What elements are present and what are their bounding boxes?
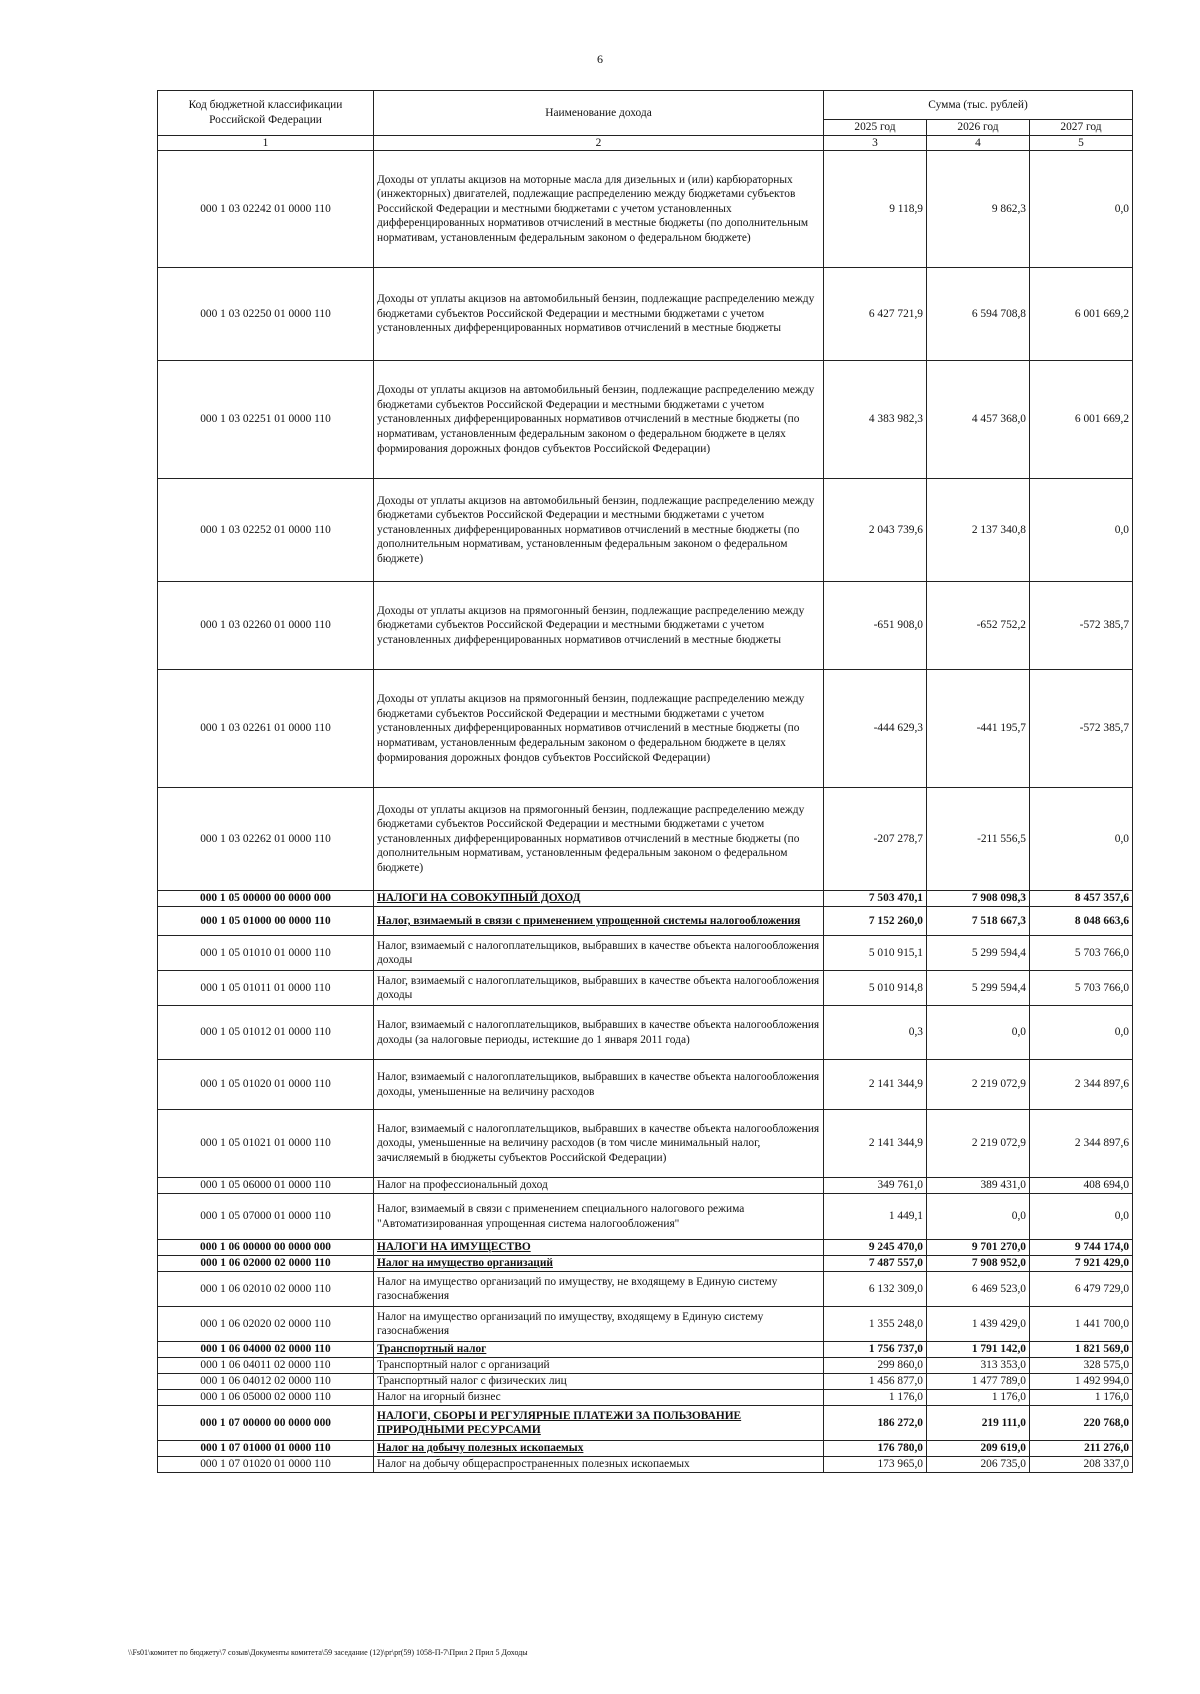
row-value-2027: 408 694,0 — [1030, 1178, 1133, 1194]
row-code: 000 1 06 05000 02 0000 110 — [158, 1390, 374, 1406]
row-value-2026: 1 477 789,0 — [927, 1374, 1030, 1390]
row-name: Доходы от уплаты акцизов на прямогонный бензин, подлежащие распределению между бюджетами субъектов Российской Федерации и местными бюджетами с учетом установленных дифференцированных нормативов отчислений в местные бюджеты (по нормативам, установленным федеральным законом о федеральном бюджете в целях формирования дорожных фондов субъектов Российской Федерации) — [374, 670, 824, 788]
table-row — [158, 788, 1133, 891]
table-row — [158, 1178, 1133, 1194]
row-code: 000 1 03 02251 01 0000 110 — [158, 361, 374, 479]
table-row — [158, 1110, 1133, 1178]
row-code: 000 1 03 02261 01 0000 110 — [158, 670, 374, 788]
row-value-2025: 2 141 344,9 — [824, 1060, 927, 1110]
row-value-2025: 6 427 721,9 — [824, 268, 927, 361]
row-name: Налог на имущество организаций — [374, 1256, 824, 1272]
row-name: Доходы от уплаты акцизов на автомобильный бензин, подлежащие распределению между бюджетами субъектов Российской Федерации и местными бюджетами с учетом установленных дифференцированных нормативов отчислений в местные бюджеты (по дополнительным нормативам, установленным федеральным законом о федеральном бюджете) — [374, 479, 824, 582]
header-code: Код бюджетной классификации Российской Федерации — [158, 91, 374, 136]
row-value-2027: 0,0 — [1030, 1194, 1133, 1240]
row-code: 000 1 05 01012 01 0000 110 — [158, 1006, 374, 1060]
row-code: 000 1 05 01011 01 0000 110 — [158, 971, 374, 1006]
row-value-2026: 313 353,0 — [927, 1358, 1030, 1374]
row-value-2026: 1 439 429,0 — [927, 1307, 1030, 1342]
col-number-5: 5 — [1030, 135, 1133, 151]
row-value-2027: 1 441 700,0 — [1030, 1307, 1133, 1342]
row-code: 000 1 07 01000 01 0000 110 — [158, 1441, 374, 1457]
header-year-2027: 2027 год — [1030, 120, 1133, 136]
row-name: НАЛОГИ НА СОВОКУПНЫЙ ДОХОД — [374, 891, 824, 907]
row-code: 000 1 07 01020 01 0000 110 — [158, 1457, 374, 1473]
table-row — [158, 936, 1133, 971]
row-code: 000 1 05 01020 01 0000 110 — [158, 1060, 374, 1110]
row-value-2027: 0,0 — [1030, 1006, 1133, 1060]
row-code: 000 1 06 04000 02 0000 110 — [158, 1342, 374, 1358]
row-value-2027: 2 344 897,6 — [1030, 1060, 1133, 1110]
row-code: 000 1 06 04011 02 0000 110 — [158, 1358, 374, 1374]
row-value-2025: 1 456 877,0 — [824, 1374, 927, 1390]
row-name: Налог, взимаемый с налогоплательщиков, выбравших в качестве объекта налогообложения доходы, уменьшенные на величину расходов (в том числе минимальный налог, зачисляемый в бюджеты субъектов Российской Федерации) — [374, 1110, 824, 1178]
table-row — [158, 1358, 1133, 1374]
row-name: Налог, взимаемый с налогоплательщиков, выбравших в качестве объекта налогообложения доходы — [374, 971, 824, 1006]
row-value-2026: 219 111,0 — [927, 1406, 1030, 1441]
row-code: 000 1 06 02010 02 0000 110 — [158, 1272, 374, 1307]
row-value-2025: 186 272,0 — [824, 1406, 927, 1441]
row-value-2026: 2 219 072,9 — [927, 1110, 1030, 1178]
row-code: 000 1 03 02250 01 0000 110 — [158, 268, 374, 361]
row-name: Доходы от уплаты акцизов на автомобильный бензин, подлежащие распределению между бюджетами субъектов Российской Федерации и местными бюджетами с учетом установленных дифференцированных нормативов отчислений в местные бюджеты (по нормативам, установленным федеральным законом о федеральном бюджете в целях формирования дорожных фондов субъектов Российской Федерации) — [374, 361, 824, 479]
row-value-2027: 0,0 — [1030, 151, 1133, 268]
table-body — [158, 151, 1133, 1473]
row-value-2025: -207 278,7 — [824, 788, 927, 891]
row-code: 000 1 05 07000 01 0000 110 — [158, 1194, 374, 1240]
row-value-2025: 0,3 — [824, 1006, 927, 1060]
row-value-2025: 4 383 982,3 — [824, 361, 927, 479]
row-value-2026: 2 137 340,8 — [927, 479, 1030, 582]
row-value-2025: 6 132 309,0 — [824, 1272, 927, 1307]
row-value-2026: 6 594 708,8 — [927, 268, 1030, 361]
row-value-2026: 5 299 594,4 — [927, 936, 1030, 971]
row-value-2026: 1 176,0 — [927, 1390, 1030, 1406]
row-value-2027: 5 703 766,0 — [1030, 936, 1133, 971]
row-value-2026: -211 556,5 — [927, 788, 1030, 891]
row-value-2027: 5 703 766,0 — [1030, 971, 1133, 1006]
row-code: 000 1 06 00000 00 0000 000 — [158, 1240, 374, 1256]
row-value-2026: 7 908 098,3 — [927, 891, 1030, 907]
table-row — [158, 1406, 1133, 1441]
table-row — [158, 1374, 1133, 1390]
row-code: 000 1 06 04012 02 0000 110 — [158, 1374, 374, 1390]
row-value-2027: 2 344 897,6 — [1030, 1110, 1133, 1178]
row-value-2026: 389 431,0 — [927, 1178, 1030, 1194]
file-path-footer: \\Fs01\комитет по бюджету\7 созыв\Документы комитета\59 заседание (12)\pr\pr(59) 1058-П-7\Прил 2 Прил 5 Доходы — [128, 1648, 528, 1657]
header-sum: Сумма (тыс. рублей) — [824, 91, 1133, 120]
row-value-2025: 7 487 557,0 — [824, 1256, 927, 1272]
page-number: 6 — [597, 52, 603, 66]
row-code: 000 1 03 02260 01 0000 110 — [158, 582, 374, 670]
row-value-2026: 2 219 072,9 — [927, 1060, 1030, 1110]
row-name: Налог, взимаемый с налогоплательщиков, выбравших в качестве объекта налогообложения доходы — [374, 936, 824, 971]
row-name: Налог, взимаемый с налогоплательщиков, выбравших в качестве объекта налогообложения доходы (за налоговые периоды, истекшие до 1 января 2011 года) — [374, 1006, 824, 1060]
row-name: Доходы от уплаты акцизов на прямогонный бензин, подлежащие распределению между бюджетами субъектов Российской Федерации и местными бюджетами с учетом установленных дифференцированных нормативов отчислений в местные бюджеты (по дополнительным нормативам, установленным федеральным законом о федеральном бюджете) — [374, 788, 824, 891]
row-value-2025: -444 629,3 — [824, 670, 927, 788]
row-code: 000 1 05 00000 00 0000 000 — [158, 891, 374, 907]
col-number-4: 4 — [927, 135, 1030, 151]
row-value-2026: 4 457 368,0 — [927, 361, 1030, 479]
row-value-2025: 1 756 737,0 — [824, 1342, 927, 1358]
row-name: Транспортный налог с организаций — [374, 1358, 824, 1374]
row-value-2027: 0,0 — [1030, 788, 1133, 891]
table-row — [158, 361, 1133, 479]
row-value-2026: -441 195,7 — [927, 670, 1030, 788]
row-code: 000 1 03 02252 01 0000 110 — [158, 479, 374, 582]
table-row — [158, 1441, 1133, 1457]
row-code: 000 1 03 02262 01 0000 110 — [158, 788, 374, 891]
row-code: 000 1 06 02000 02 0000 110 — [158, 1256, 374, 1272]
row-value-2027: 1 176,0 — [1030, 1390, 1133, 1406]
header-year-2026: 2026 год — [927, 120, 1030, 136]
row-value-2026: 206 735,0 — [927, 1457, 1030, 1473]
col-number-3: 3 — [824, 135, 927, 151]
row-value-2027: 220 768,0 — [1030, 1406, 1133, 1441]
row-name: Налог на добычу общераспространенных полезных ископаемых — [374, 1457, 824, 1473]
row-value-2025: 349 761,0 — [824, 1178, 927, 1194]
row-value-2026: -652 752,2 — [927, 582, 1030, 670]
table-row — [158, 971, 1133, 1006]
row-value-2025: 1 355 248,0 — [824, 1307, 927, 1342]
row-value-2025: 7 503 470,1 — [824, 891, 927, 907]
table-row — [158, 1256, 1133, 1272]
col-number-2: 2 — [374, 135, 824, 151]
row-value-2027: 9 744 174,0 — [1030, 1240, 1133, 1256]
row-name: НАЛОГИ НА ИМУЩЕСТВО — [374, 1240, 824, 1256]
row-value-2026: 6 469 523,0 — [927, 1272, 1030, 1307]
row-value-2026: 9 862,3 — [927, 151, 1030, 268]
row-value-2026: 209 619,0 — [927, 1441, 1030, 1457]
row-value-2027: 7 921 429,0 — [1030, 1256, 1133, 1272]
row-value-2027: 211 276,0 — [1030, 1441, 1133, 1457]
row-value-2027: 1 821 569,0 — [1030, 1342, 1133, 1358]
row-code: 000 1 03 02242 01 0000 110 — [158, 151, 374, 268]
row-value-2025: 5 010 915,1 — [824, 936, 927, 971]
row-value-2026: 0,0 — [927, 1006, 1030, 1060]
header-name: Наименование дохода — [374, 91, 824, 136]
col-number-1: 1 — [158, 135, 374, 151]
header-year-2025: 2025 год — [824, 120, 927, 136]
row-name: Налог на имущество организаций по имуществу, не входящему в Единую систему газоснабжения — [374, 1272, 824, 1307]
row-value-2026: 9 701 270,0 — [927, 1240, 1030, 1256]
row-value-2027: 1 492 994,0 — [1030, 1374, 1133, 1390]
table-row — [158, 1307, 1133, 1342]
row-name: Налог, взимаемый с налогоплательщиков, выбравших в качестве объекта налогообложения доходы, уменьшенные на величину расходов — [374, 1060, 824, 1110]
row-name: НАЛОГИ, СБОРЫ И РЕГУЛЯРНЫЕ ПЛАТЕЖИ ЗА ПОЛЬЗОВАНИЕ ПРИРОДНЫМИ РЕСУРСАМИ — [374, 1406, 824, 1441]
row-value-2025: 9 118,9 — [824, 151, 927, 268]
row-code: 000 1 06 02020 02 0000 110 — [158, 1307, 374, 1342]
row-value-2026: 1 791 142,0 — [927, 1342, 1030, 1358]
row-value-2025: 1 176,0 — [824, 1390, 927, 1406]
table-row — [158, 1240, 1133, 1256]
row-name: Налог на игорный бизнес — [374, 1390, 824, 1406]
table-row — [158, 1390, 1133, 1406]
row-code: 000 1 05 06000 01 0000 110 — [158, 1178, 374, 1194]
row-name: Доходы от уплаты акцизов на прямогонный бензин, подлежащие распределению между бюджетами субъектов Российской Федерации и местными бюджетами с учетом установленных дифференцированных нормативов отчислений в местные бюджеты — [374, 582, 824, 670]
table-row — [158, 479, 1133, 582]
row-name: Транспортный налог — [374, 1342, 824, 1358]
row-name: Налог, взимаемый в связи с применением упрощенной системы налогообложения — [374, 907, 824, 936]
row-code: 000 1 05 01000 00 0000 110 — [158, 907, 374, 936]
table-row — [158, 1342, 1133, 1358]
row-value-2025: 299 860,0 — [824, 1358, 927, 1374]
row-name: Налог на имущество организаций по имуществу, входящему в Единую систему газоснабжения — [374, 1307, 824, 1342]
row-value-2025: 2 141 344,9 — [824, 1110, 927, 1178]
row-value-2025: -651 908,0 — [824, 582, 927, 670]
table-row — [158, 151, 1133, 268]
row-value-2027: 6 001 669,2 — [1030, 268, 1133, 361]
table-row — [158, 268, 1133, 361]
row-value-2027: 0,0 — [1030, 479, 1133, 582]
row-value-2026: 7 518 667,3 — [927, 907, 1030, 936]
table-row — [158, 1457, 1133, 1473]
row-value-2027: -572 385,7 — [1030, 582, 1133, 670]
row-value-2025: 5 010 914,8 — [824, 971, 927, 1006]
row-name: Доходы от уплаты акцизов на автомобильный бензин, подлежащие распределению между бюджетами субъектов Российской Федерации и местными бюджетами с учетом установленных дифференцированных нормативов отчислений в местные бюджеты — [374, 268, 824, 361]
row-value-2027: 8 048 663,6 — [1030, 907, 1133, 936]
table-row — [158, 1006, 1133, 1060]
table-row — [158, 891, 1133, 907]
row-value-2027: 208 337,0 — [1030, 1457, 1133, 1473]
row-name: Доходы от уплаты акцизов на моторные масла для дизельных и (или) карбюраторных (инжекторных) двигателей, подлежащие распределению между бюджетами субъектов Российской Федерации и местными бюджетами с учетом установленных дифференцированных нормативов отчислений в местные бюджеты (по дополнительным нормативам, установленным федеральным законом о федеральном бюджете) — [374, 151, 824, 268]
row-value-2027: 328 575,0 — [1030, 1358, 1133, 1374]
row-name: Налог на добычу полезных ископаемых — [374, 1441, 824, 1457]
table-row — [158, 670, 1133, 788]
table-row — [158, 1272, 1133, 1307]
row-value-2025: 176 780,0 — [824, 1441, 927, 1457]
table-row — [158, 1194, 1133, 1240]
row-value-2027: 8 457 357,6 — [1030, 891, 1133, 907]
row-value-2025: 7 152 260,0 — [824, 907, 927, 936]
row-value-2026: 0,0 — [927, 1194, 1030, 1240]
row-name: Налог на профессиональный доход — [374, 1178, 824, 1194]
row-value-2027: -572 385,7 — [1030, 670, 1133, 788]
row-value-2026: 5 299 594,4 — [927, 971, 1030, 1006]
row-name: Транспортный налог с физических лиц — [374, 1374, 824, 1390]
row-value-2025: 2 043 739,6 — [824, 479, 927, 582]
row-value-2027: 6 001 669,2 — [1030, 361, 1133, 479]
table-row — [158, 1060, 1133, 1110]
row-value-2026: 7 908 952,0 — [927, 1256, 1030, 1272]
row-name: Налог, взимаемый в связи с применением специального налогового режима "Автоматизированная упрощенная система налогообложения" — [374, 1194, 824, 1240]
row-value-2025: 173 965,0 — [824, 1457, 927, 1473]
row-code: 000 1 05 01010 01 0000 110 — [158, 936, 374, 971]
table-row — [158, 582, 1133, 670]
row-value-2027: 6 479 729,0 — [1030, 1272, 1133, 1307]
revenue-table — [157, 90, 1133, 1473]
row-code: 000 1 05 01021 01 0000 110 — [158, 1110, 374, 1178]
row-value-2025: 1 449,1 — [824, 1194, 927, 1240]
row-code: 000 1 07 00000 00 0000 000 — [158, 1406, 374, 1441]
table-row — [158, 907, 1133, 936]
row-value-2025: 9 245 470,0 — [824, 1240, 927, 1256]
